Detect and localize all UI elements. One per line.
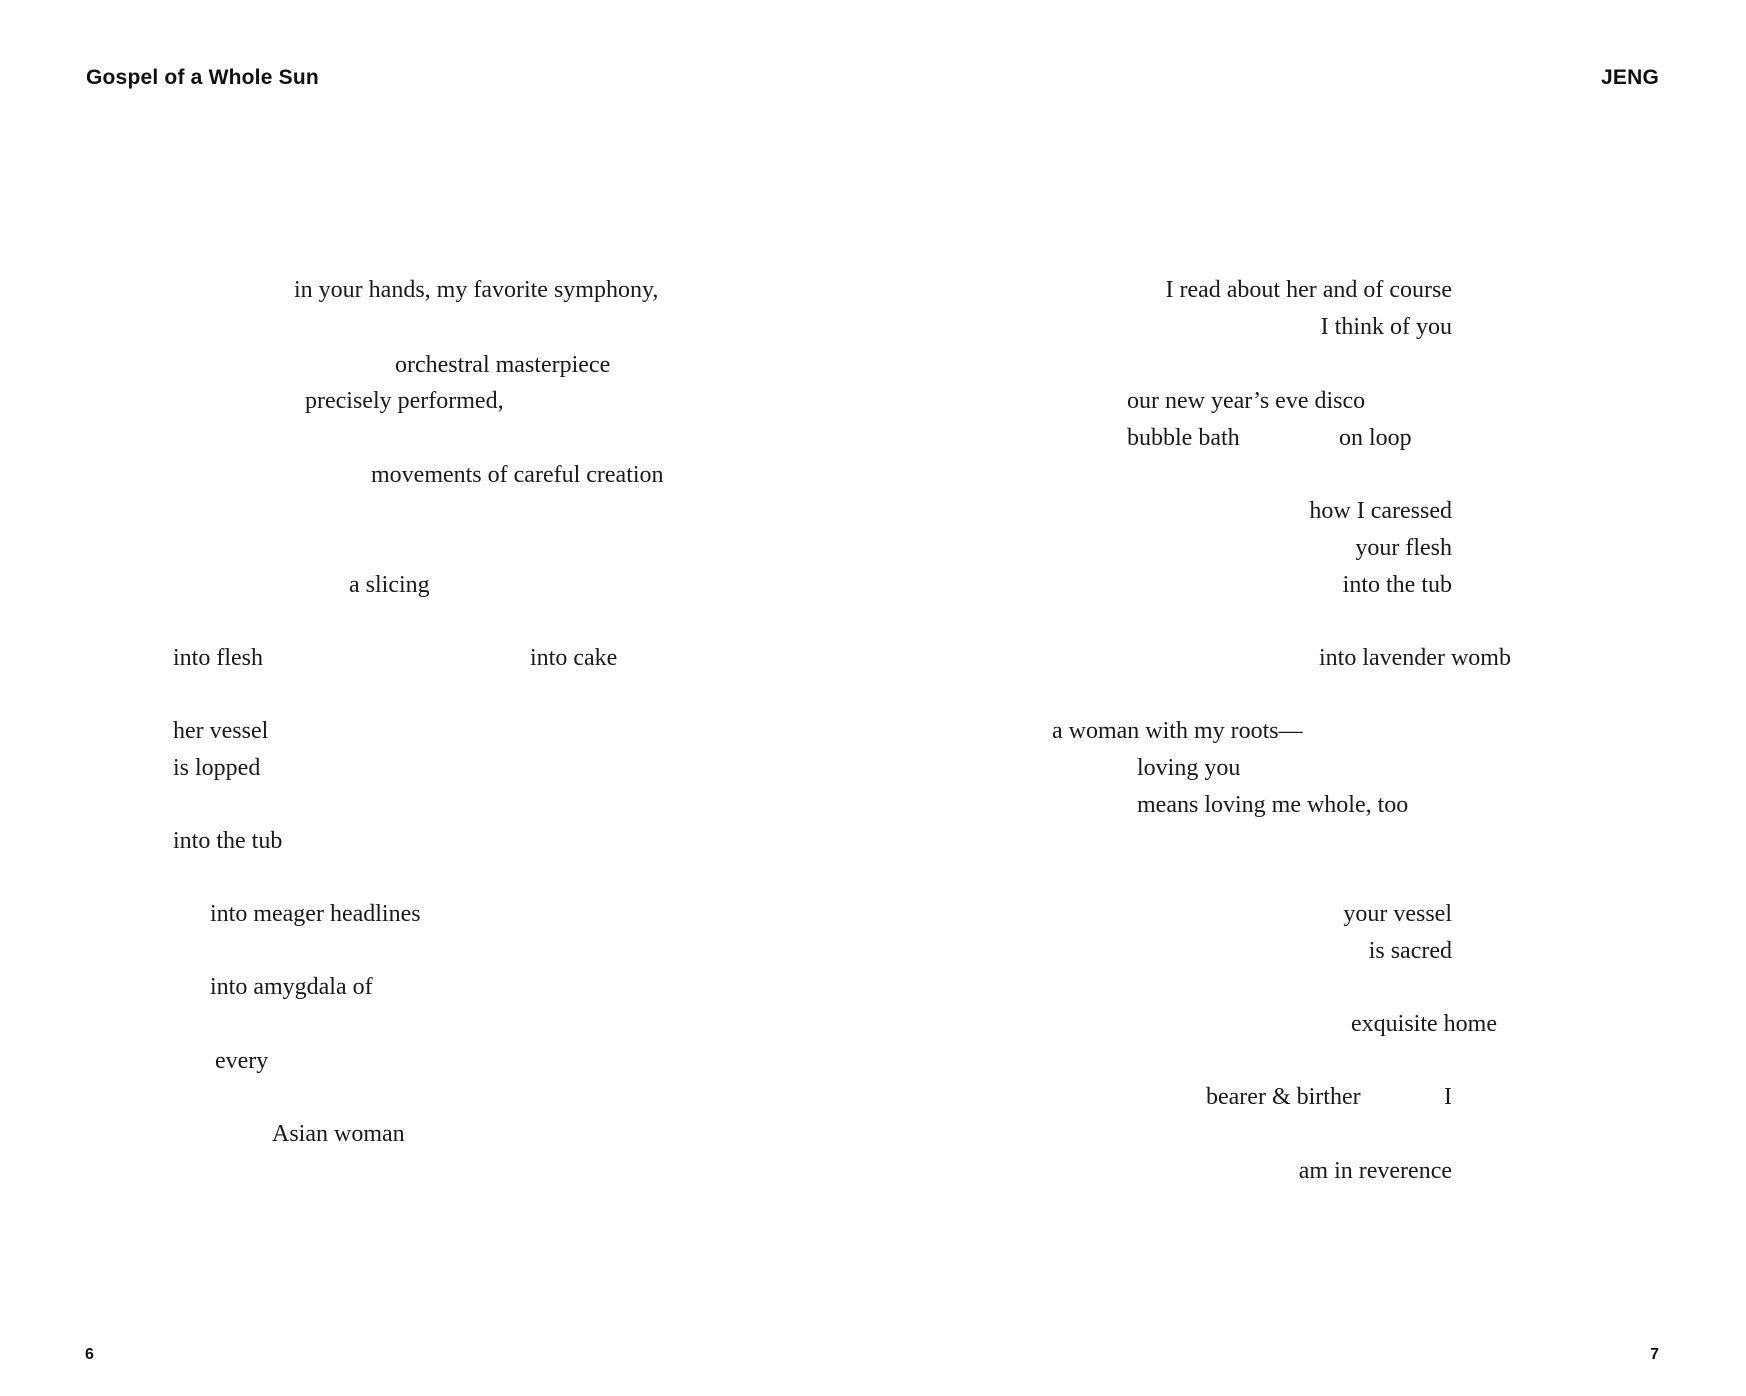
poem-line: every	[215, 1048, 269, 1074]
poem-line: into cake	[530, 645, 618, 671]
poem-line: a woman with my roots—	[1052, 718, 1303, 744]
poem-line: is lopped	[173, 755, 261, 781]
poem-line: Asian woman	[272, 1121, 405, 1147]
poem-line: on loop	[1339, 425, 1412, 451]
poem-line: your flesh	[1355, 535, 1452, 561]
poem-line: is sacred	[1368, 938, 1452, 964]
running-head-author: JENG	[1601, 66, 1659, 89]
poem-line: I think of you	[1320, 314, 1452, 340]
poem-line: in your hands, my favorite symphony,	[294, 277, 659, 303]
poem-line: into amygdala of	[210, 974, 373, 1000]
poem-line: into meager headlines	[210, 901, 421, 927]
poem-line: her vessel	[173, 718, 269, 744]
page-number: 6	[85, 1346, 94, 1363]
poem-line: precisely performed,	[305, 388, 504, 414]
poem-line: a slicing	[349, 572, 430, 598]
poem-line: your vessel	[1343, 901, 1452, 927]
poem-line: our new year’s eve disco	[1127, 388, 1366, 414]
poem-line: I	[1444, 1084, 1452, 1110]
poem-line: bearer & birther	[1206, 1084, 1361, 1110]
poem-line: into flesh	[173, 645, 263, 671]
poem-line: means loving me whole, too	[1137, 792, 1409, 818]
poem-line: am in reverence	[1298, 1158, 1452, 1184]
poem-line: loving you	[1137, 755, 1241, 781]
running-head-book-title: Gospel of a Whole Sun	[86, 66, 319, 89]
poem-line: exquisite home	[1351, 1011, 1497, 1037]
poem-line: I read about her and of course	[1165, 277, 1452, 303]
poem-line: into the tub	[1342, 572, 1452, 598]
poem-line: orchestral masterpiece	[395, 352, 611, 378]
page-number: 7	[1650, 1346, 1659, 1363]
poem-line: how I caressed	[1309, 498, 1452, 524]
poem-line: into lavender womb	[1319, 645, 1511, 671]
right-page	[873, 0, 1746, 1396]
poem-line: movements of careful creation	[371, 462, 664, 488]
poem-line: bubble bath	[1127, 425, 1240, 451]
poem-line: into the tub	[173, 828, 283, 854]
